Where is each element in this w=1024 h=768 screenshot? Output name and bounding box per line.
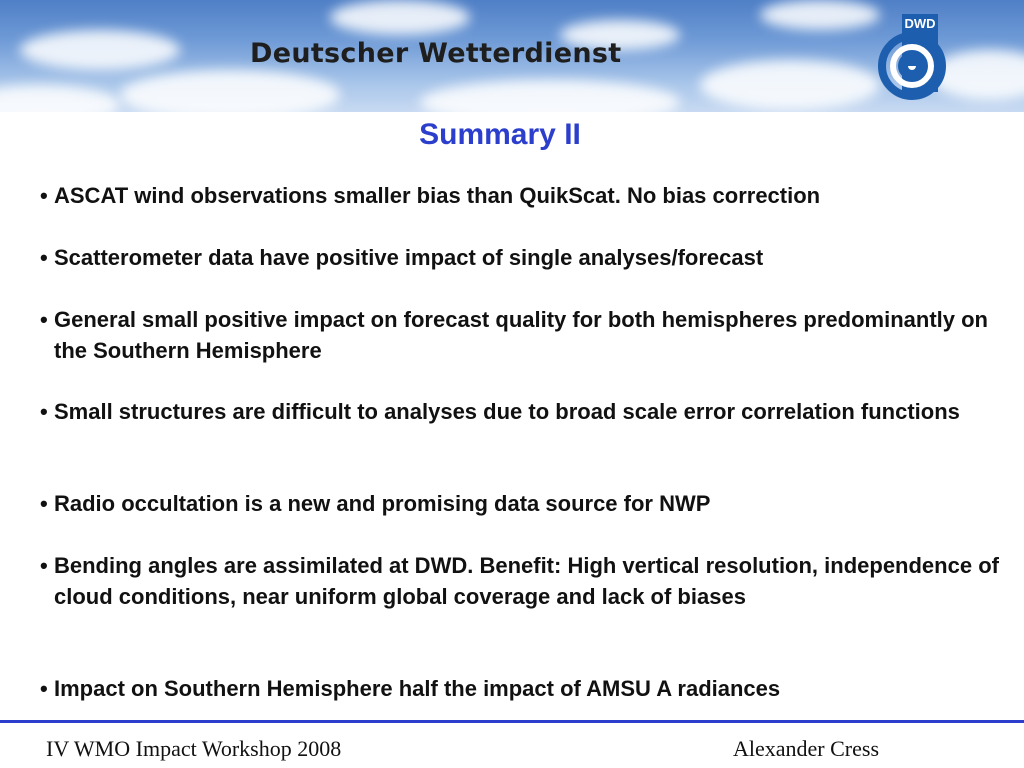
bullet-item [40,242,1000,273]
header-banner [0,0,1024,112]
bullet-item [40,304,1000,366]
bullet-marker: • [40,399,48,424]
bullet-marker: • [40,307,48,332]
bullet-text: General small positive impact on forecast quality for both hemispheres predominantly on the Southern Hemisphere [54,307,988,363]
bullet-item [40,180,1000,211]
bullet-text: ASCAT wind observations smaller bias than QuikScat. No bias correction [54,183,821,208]
footer-author: Alexander Cress [733,736,880,761]
bullet-marker: • [40,676,48,701]
bullet-item [40,488,1000,519]
bullet-text: Impact on Southern Hemisphere half the impact of AMSU A radiances [54,676,781,701]
bullet-text: Bending angles are assimilated at DWD. Benefit: High vertical resolution, independence of cloud conditions, near uniform global coverage and lack of biases [54,553,999,609]
bullet-marker: • [40,183,48,208]
bullet-text: Small structures are difficult to analyses due to broad scale error correlation functions [54,399,960,424]
organization-name: Deutscher Wetterdienst [250,38,622,69]
bullet-text: Scatterometer data have positive impact of single analyses/forecast [54,245,764,270]
bullet-item [40,396,1000,427]
footer-divider [0,720,1024,723]
bullet-marker: • [40,553,48,578]
bullet-item [40,673,1000,704]
bullet-marker: • [40,491,48,516]
dwd-swirl-icon [872,14,952,100]
slide-title: Summary II [419,118,581,151]
bullet-marker: • [40,245,48,270]
logo-text: DWD [904,16,936,31]
bullet-item [40,550,1000,612]
footer-event: IV WMO Impact Workshop 2008 [46,736,342,761]
bullet-text: Radio occultation is a new and promising data source for NWP [54,491,711,516]
